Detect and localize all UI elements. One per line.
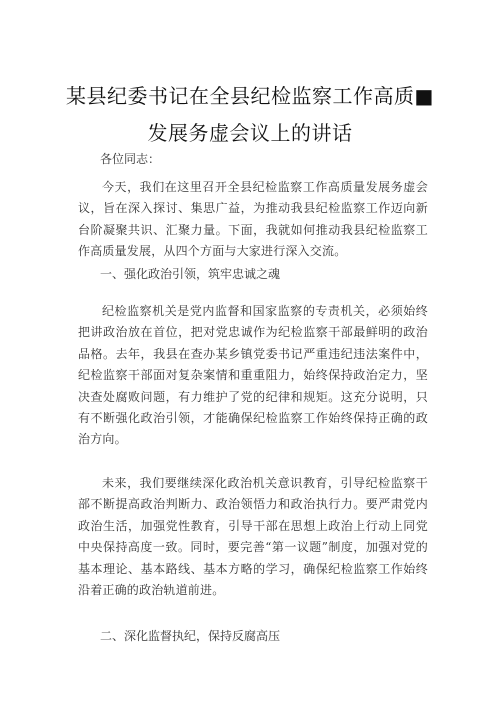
salutation: 各位同志： (100, 152, 161, 166)
paragraph-section1-b: 未来，我们要继续深化政治机关意识教育，引导纪检监察干部不断提高政治判断力、政治领悟力和政治执行力。要严肃党内政治生活，加强党性教育，引导干部在思想上政治上行动上同党中央保持高度一致。同时，要完善“第一议题”制度，加强对党的基本理论、基本路线、基本方略的学习，确保纪检监察工作始终沿着正确的政治轨道前进。 (78, 476, 428, 598)
paragraph-intro: 今天，我们在这里召开全县纪检监察工作高质量发展务虚会议，旨在深入探讨、集思广益，为推动我县纪检监察工作迈向新台阶凝聚共识、汇聚力量。下面，我就如何推动我县纪检监察工作高质量发展，从四个方面与大家进行深入交流。 (78, 180, 428, 259)
document-title-line-1: 某县纪委书记在全县纪检监察工作高质■ (66, 84, 434, 108)
section-heading-2: 二、深化监督执纪，保持反腐高压 (100, 629, 281, 643)
paragraph-section1-a: 纪检监察机关是党内监督和国家监察的专责机关，必须始终把讲政治放在首位，把对党忠诚作为纪检监察干部最鲜明的政治品格。去年，我县在查办某乡镇党委书记严重违纪违法案件中，纪检监察干部面对复杂案情和重重阻力，始终保持政治定力，坚决查处腐败问题，有力维护了党的纪律和规矩。这充分说明，只有不断强化政治引领，才能确保纪检监察工作始终保持正确的政治方向。 (78, 304, 428, 447)
document-title-line-2: 发展务虚会议上的讲话 (147, 121, 353, 145)
section-heading-1: 一、强化政治引领，筑牢忠诚之魂 (100, 267, 281, 281)
